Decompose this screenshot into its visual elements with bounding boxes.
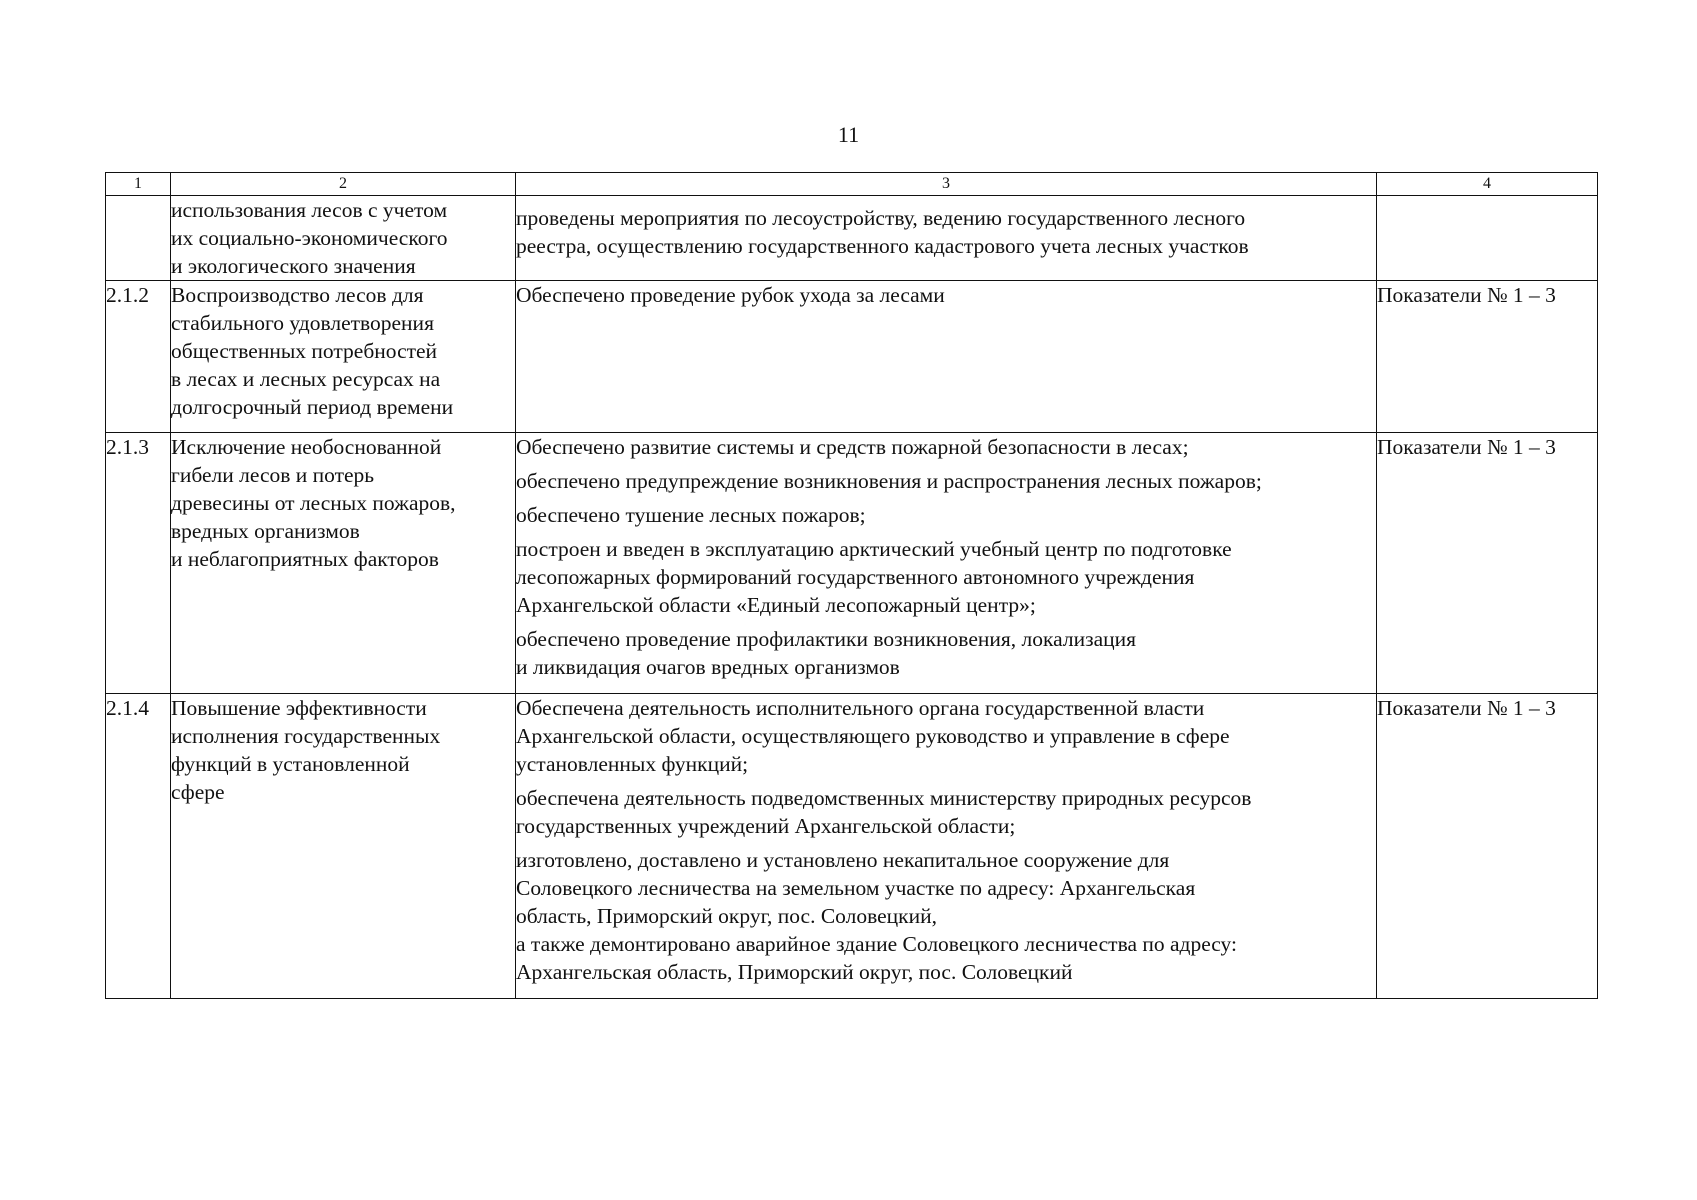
result-line: установленных функций; (516, 752, 749, 776)
measure-name-line: стабильного удовлетворения (171, 311, 434, 335)
measure-name-line: гибели лесов и потерь (171, 463, 375, 487)
result-line: Соловецкого лесничества на земельном участке по адресу: Архангельская (516, 876, 1196, 900)
column-number-2: 2 (171, 173, 516, 196)
expected-results (516, 196, 1377, 281)
result-item (516, 467, 1376, 495)
result-line: Архангельской области, осуществляющего руководство и управление в сфере (516, 724, 1230, 748)
expected-results (516, 281, 1377, 433)
measure-name-line: вредных организмов (171, 519, 360, 543)
table-row (106, 196, 1598, 281)
result-line: Обеспечено проведение рубок ухода за лесами (516, 283, 945, 307)
row-number (106, 196, 171, 281)
indicators: Показатели № 1 – 3 (1377, 281, 1598, 433)
expected-results (516, 433, 1377, 694)
result-line: реестра, осуществлению государственного кадастрового учета лесных участков (516, 234, 1249, 258)
row-number: 2.1.4 (106, 694, 171, 999)
result-item (516, 501, 1376, 529)
measure-name (171, 196, 516, 281)
result-line: Обеспечено развитие системы и средств пожарной безопасности в лесах; (516, 435, 1189, 459)
result-item (516, 535, 1376, 619)
result-item (516, 433, 1376, 461)
table-body (106, 196, 1598, 999)
measure-name (171, 433, 516, 694)
measure-name-line: функций в установленной (171, 752, 410, 776)
expected-results (516, 694, 1377, 999)
measure-name-line: древесины от лесных пожаров, (171, 491, 456, 515)
result-item (516, 784, 1376, 840)
measure-name-line: в лесах и лесных ресурсах на (171, 367, 441, 391)
result-line: а также демонтировано аварийное здание Соловецкого лесничества по адресу: (516, 932, 1237, 956)
result-line: Архангельская область, Приморский округ, пос. Соловецкий (516, 960, 1073, 984)
result-line: построен и введен в эксплуатацию арктический учебный центр по подготовке (516, 537, 1232, 561)
result-line: обеспечено предупреждение возникновения и распространения лесных пожаров; (516, 469, 1262, 493)
table-row (106, 433, 1598, 694)
result-line: область, Приморский округ, пос. Соловецкий, (516, 904, 938, 928)
table-header (106, 173, 1598, 196)
result-item (516, 625, 1376, 681)
column-number-row (106, 173, 1598, 196)
indicators: Показатели № 1 – 3 (1377, 433, 1598, 694)
result-line: государственных учреждений Архангельской области; (516, 814, 1016, 838)
column-number-3: 3 (516, 173, 1377, 196)
measure-name-line: Исключение необоснованной (171, 435, 442, 459)
measure-name (171, 694, 516, 999)
result-line: Архангельской области «Единый лесопожарный центр»; (516, 593, 1036, 617)
result-line: лесопожарных формирований государственного автономного учреждения (516, 565, 1195, 589)
result-line: Обеспечена деятельность исполнительного органа государственной власти (516, 696, 1205, 720)
measure-name-line: общественных потребностей (171, 339, 438, 363)
result-item (516, 694, 1376, 778)
measure-name (171, 281, 516, 433)
result-line: проведены мероприятия по лесоустройству, ведению государственного лесного (516, 206, 1246, 230)
column-number-4: 4 (1377, 173, 1598, 196)
measure-name-line: сфере (171, 780, 225, 804)
indicators: Показатели № 1 – 3 (1377, 694, 1598, 999)
result-line: обеспечено проведение профилактики возникновения, локализация (516, 627, 1137, 651)
measure-name-line: использования лесов с учетом (171, 198, 448, 222)
measure-name-line: Воспроизводство лесов для (171, 283, 424, 307)
result-item (516, 204, 1376, 260)
result-item (516, 281, 1376, 309)
result-item (516, 846, 1376, 986)
measure-name-line: долгосрочный период времени (171, 395, 454, 419)
measure-name-line: и неблагоприятных факторов (171, 547, 439, 571)
measure-name-line: Повышение эффективности (171, 696, 427, 720)
program-results-table (105, 172, 1598, 999)
measure-name-line: их социально-экономического (171, 226, 448, 250)
indicators (1377, 196, 1598, 281)
result-line: обеспечено тушение лесных пожаров; (516, 503, 866, 527)
row-number: 2.1.3 (106, 433, 171, 694)
result-line: обеспечена деятельность подведомственных министерству природных ресурсов (516, 786, 1252, 810)
column-number-1: 1 (106, 173, 171, 196)
result-line: и ликвидация очагов вредных организмов (516, 655, 900, 679)
table-row (106, 281, 1598, 433)
result-line: изготовлено, доставлено и установлено некапитальное сооружение для (516, 848, 1170, 872)
row-number: 2.1.2 (106, 281, 171, 433)
page-number: 11 (837, 122, 860, 147)
measure-name-line: и экологического значения (171, 254, 416, 278)
measure-name-line: исполнения государственных (171, 724, 441, 748)
table-row (106, 694, 1598, 999)
